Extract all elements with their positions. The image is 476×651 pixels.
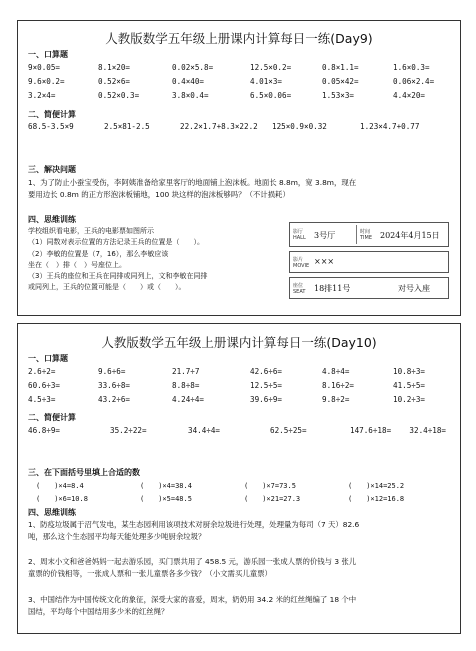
- oral-item: 0.02×5.8=: [172, 63, 214, 72]
- expr: 1.23×4.7+0.77: [360, 122, 420, 131]
- section-heading-oral: 一、口算题: [28, 50, 68, 59]
- word-problem: [28, 177, 452, 201]
- hall-label: 影厅 HALL: [293, 229, 306, 241]
- expr: 68.5-3.5×9: [28, 122, 74, 131]
- oral-item: 0.52×0.3=: [98, 91, 140, 100]
- section-heading-word-problem: 三、解决问题: [28, 165, 76, 174]
- oral-item: 39.6÷9=: [250, 395, 283, 404]
- blank-eq: ( )×4=8.4: [36, 482, 84, 490]
- blank-eq: ( )×4=38.4: [140, 482, 192, 490]
- oral-item: 60.6÷3=: [28, 381, 61, 390]
- oral-item: 10.8÷3=: [393, 367, 426, 376]
- section-heading-thinking: 四、思维训练: [28, 215, 76, 224]
- problem-line: 1、为了防止小蚕宝受伤，李阿姨准备给家里客厅的地面铺上泡沫板。地面长 8.8m，宽 3.8m，现在: [28, 178, 357, 187]
- section-heading-oral: 一、口算题: [28, 354, 68, 363]
- blank-eq: ( )×21=27.3: [244, 495, 301, 503]
- oral-item: 8.8÷8=: [172, 381, 200, 390]
- worksheet-title: 人教版数学五年级上册课内计算每日一练(Day9): [105, 31, 373, 46]
- problem-line: 1、防疫垃圾属于沼气发电，某生态园利用该项技术对厨余垃圾进行处理，处理量为每司（7 天）82.6: [28, 520, 360, 529]
- oral-item: 12.5×0.2=: [250, 63, 292, 72]
- problem-line: 国结，平均每个中国结用多少米的红丝绳？: [28, 607, 169, 616]
- blank-eq: ( )×12=16.8: [348, 495, 405, 503]
- section-heading-simplify: 二、简便计算: [28, 110, 76, 119]
- section-heading-thinking: 四、思维训练: [28, 508, 76, 517]
- problem-line: （1）同数对表示位置的方法记录王兵的位置是（ ）。: [28, 238, 204, 247]
- hall-value: 3号厅: [314, 231, 336, 240]
- oral-item: 9×0.05=: [28, 63, 61, 72]
- problem-line: 2、周末小文和爸爸妈妈一起去游乐园，买门票共用了 458.5 元，游乐园一张成人票的价钱与 3 张儿: [28, 557, 357, 566]
- problem-line: 学校组织看电影，王兵的电影票如图所示: [28, 227, 154, 235]
- oral-item: 42.6÷6=: [250, 367, 283, 376]
- oral-item: 41.5÷5=: [393, 381, 426, 390]
- expr: 22.2×1.7+8.3×22.2: [180, 122, 258, 131]
- time-value: 2024年4月15日: [380, 231, 440, 240]
- problem-line: 3、中国结作为中国传统文化的象征，深受大家的喜爱，周末，奶奶用 34.2 米的红丝绳编了 18 个中: [28, 595, 357, 604]
- expr: 35.2÷22=: [110, 426, 147, 435]
- expr: 32.4÷18=: [409, 426, 446, 435]
- oral-item: 3.2×4=: [28, 91, 56, 100]
- section-heading-simplify: 二、简便计算: [28, 413, 76, 422]
- movie-label: 影片 MOVIE: [293, 257, 310, 269]
- oral-item: 9.6÷6=: [98, 367, 126, 376]
- problem-line: （3）王兵的座位和王兵在同排或同列上，文和李敏在同排: [28, 272, 208, 281]
- oral-item: 10.2÷3=: [393, 395, 426, 404]
- oral-item: 0.52×6=: [98, 77, 131, 86]
- blank-eq: ( )×5=48.5: [140, 495, 192, 503]
- divider: [356, 225, 357, 244]
- oral-item: 1.53×3=: [322, 91, 355, 100]
- oral-item: 43.2÷6=: [98, 395, 131, 404]
- worksheet-day9: [17, 20, 461, 316]
- thinking-problem-1: [28, 519, 452, 543]
- oral-item: 4.24÷4=: [172, 395, 205, 404]
- seat-value: 18排11号: [314, 284, 351, 293]
- expr: 125×0.9×0.32: [272, 122, 327, 131]
- thinking-problem-3: [28, 594, 452, 618]
- time-label: 时间 TIME: [360, 229, 373, 241]
- ticket-row-hall-time: [289, 222, 449, 247]
- seat-label: 座位 SEAT: [293, 283, 306, 295]
- expr: 46.8÷9=: [28, 426, 61, 435]
- thinking-problem-2: [28, 556, 452, 580]
- thinking-problem: [28, 226, 280, 294]
- oral-item: 12.5÷5=: [250, 381, 283, 390]
- problem-line: 或同列上，王兵的位置可能是（ ）或（ ）。: [28, 283, 186, 292]
- oral-item: 2.6÷2=: [28, 367, 56, 376]
- worksheet-day10: [17, 323, 461, 634]
- oral-item: 0.05×42=: [322, 77, 359, 86]
- problem-line: 坐在（ ）排（ ）号座位上。: [28, 260, 126, 269]
- expr: 34.4÷4=: [188, 426, 221, 435]
- oral-item: 3.8×0.4=: [172, 91, 209, 100]
- oral-item: 8.1×20=: [98, 63, 131, 72]
- problem-line: 要用边长 0.8m 的正方形泡沫板铺地，100 块这样的泡沫板够吗？（不计损耗）: [28, 190, 290, 199]
- oral-item: 4.01×3=: [250, 77, 283, 86]
- seat-note: 对号入座: [398, 284, 430, 293]
- oral-item: 4.5÷3=: [28, 395, 56, 404]
- oral-item: 6.5×0.06=: [250, 91, 292, 100]
- oral-item: 0.8×1.1=: [322, 63, 359, 72]
- oral-item: 33.6÷8=: [98, 381, 131, 390]
- oral-item: 9.6×0.2=: [28, 77, 65, 86]
- ticket-row-seat: [289, 277, 449, 299]
- blank-eq: ( )×6=10.8: [36, 495, 88, 503]
- ticket-row-movie: [289, 251, 449, 273]
- oral-item: 21.7÷7: [172, 367, 200, 376]
- movie-value: ×××: [314, 257, 335, 266]
- oral-item: 0.06×2.4=: [393, 77, 435, 86]
- problem-line: 童票的价钱相等，一张成人票和一张儿童票各多少钱？（小文需买儿童票）: [28, 569, 272, 578]
- oral-item: 4.4×20=: [393, 91, 426, 100]
- blank-eq: ( )×14=25.2: [348, 482, 405, 490]
- blank-eq: ( )×7=73.5: [244, 482, 296, 490]
- oral-item: 9.8÷2=: [322, 395, 350, 404]
- problem-line: 吨，那么这个生态园平均每天能处理多少吨厨余垃圾？: [28, 532, 206, 541]
- oral-item: 0.4×40=: [172, 77, 205, 86]
- oral-item: 4.8÷4=: [322, 367, 350, 376]
- oral-item: 1.6×0.3=: [393, 63, 430, 72]
- expr: 147.6÷18=: [350, 426, 392, 435]
- oral-item: 8.16÷2=: [322, 381, 355, 390]
- worksheet-title: 人教版数学五年级上册课内计算每日一练(Day10): [101, 335, 377, 350]
- section-heading-fill-blanks: 三、在下面括号里填上合适的数: [28, 468, 140, 477]
- expr: 62.5÷25=: [270, 426, 307, 435]
- problem-line: （2）李敏的位置是（7，16），那么李敏应该: [28, 249, 169, 258]
- expr: 2.5×81-2.5: [104, 122, 150, 131]
